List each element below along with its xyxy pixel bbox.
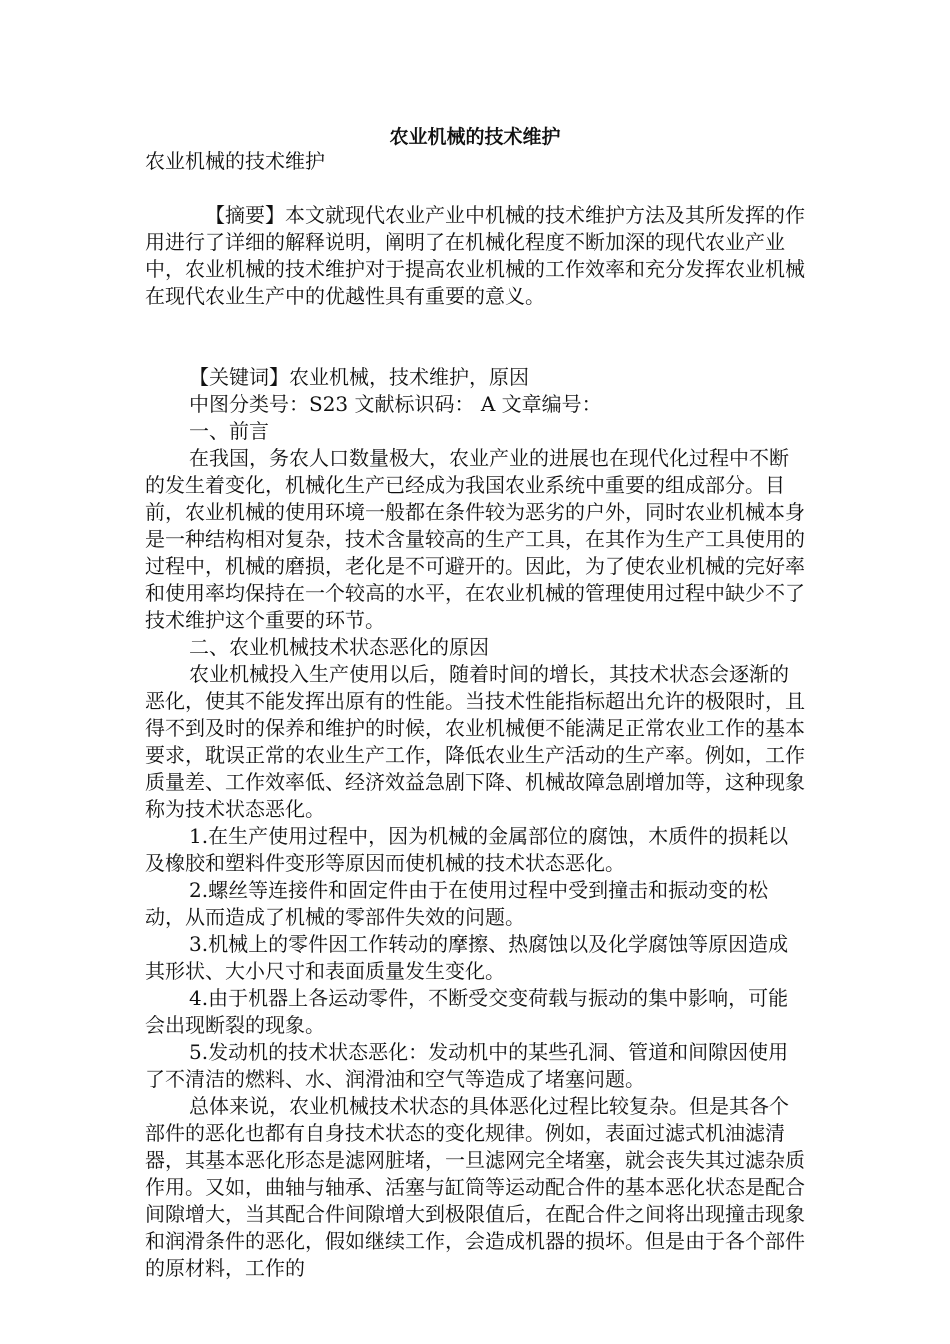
spacer	[145, 310, 805, 364]
section-heading: 二、农业机械技术状态恶化的原因	[189, 635, 489, 659]
document-body	[145, 148, 805, 1282]
list-item: 5.发动机的技术状态恶化：发动机中的某些孔洞、管道和间隙因使用了不清洁的燃料、水、润滑油和空气等造成了堵塞问题。	[145, 1040, 789, 1091]
document-subtitle: 农业机械的技术维护	[145, 149, 325, 173]
document-title: 农业机械的技术维护	[389, 126, 561, 148]
keywords-line: 【关键词】农业机械，技术维护，原因	[189, 365, 529, 389]
list-item: 3.机械上的零件因工作转动的摩擦、热腐蚀以及化学腐蚀等原因造成其形状、大小尺寸和表面质量发生变化。	[145, 932, 789, 983]
body-paragraph: 在我国，务农人口数量极大，农业产业的进展也在现代化过程中不断的发生着变化，机械化生产已经成为我国农业系统中重要的组成部分。目前，农业机械的使用环境一般都在条件较为恶劣的户外，同时农业机械本身是一种结构相对复杂，技术含量较高的生产工具，在其作为生产工具使用的过程中，机械的磨损，老化是不可避开的。因此，为了使农业机械的完好率和使用率均保持在一个较高的水平，在农业机械的管理使用过程中缺少不了技术维护这个重要的环节。	[145, 446, 805, 632]
classification-line: 中图分类号：S23 文献标识码： A 文章编号：	[189, 392, 602, 416]
body-paragraph: 总体来说，农业机械技术状态的具体恶化过程比较复杂。但是其各个部件的恶化也都有自身技术状态的变化规律。例如，表面过滤式机油滤清器，其基本恶化形态是滤网脏堵，一旦滤网完全堵塞，就会丧失其过滤杂质作用。又如，曲轴与轴承、活塞与缸筒等运动配合件的基本恶化状态是配合间隙增大，当其配合件间隙增大到极限值后，在配合件之间将出现撞击现象和润滑条件的恶化，假如继续工作，会造成机器的损坏。但是由于各个部件的原材料，工作的	[145, 1094, 805, 1280]
list-item: 1.在生产使用过程中，因为机械的金属部位的腐蚀，木质件的损耗以及橡胶和塑料件变形等原因而使机械的技术状态恶化。	[145, 824, 789, 875]
list-item: 4.由于机器上各运动零件，不断受交变荷载与振动的集中影响，可能会出现断裂的现象。	[145, 986, 789, 1037]
body-paragraph: 农业机械投入生产使用以后，随着时间的增长，其技术状态会逐渐的恶化，使其不能发挥出原有的性能。当技术性能指标超出允许的极限时，且得不到及时的保养和维护的时候，农业机械便不能满足正常农业工作的基本要求，耽误正常的农业生产工作，降低农业生产活动的生产率。例如，工作质量差、工作效率低、经济效益急剧下降、机械故障急剧增加等，这种现象称为技术状态恶化。	[145, 662, 805, 821]
list-item: 2.螺丝等连接件和固定件由于在使用过程中受到撞击和振动变的松动，从而造成了机械的零部件失效的问题。	[145, 878, 769, 929]
abstract-paragraph: 【摘要】本文就现代农业产业中机械的技术维护方法及其所发挥的作用进行了详细的解释说明，阐明了在机械化程度不断加深的现代农业产业中，农业机械的技术维护对于提高农业机械的工作效率和充分发挥农业机械在现代农业生产中的优越性具有重要的意义。	[145, 203, 805, 308]
section-heading: 一、前言	[189, 419, 269, 443]
